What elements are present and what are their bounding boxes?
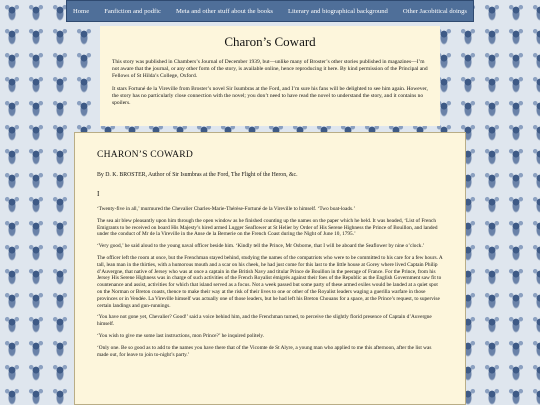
story-paragraph: ‘You have not gone yet, Chevalier? Good!’ said a voice behind him, and the Frenchman turned, to perceive the slightly florid presence of Captain d’Auvergne himself. <box>97 314 432 328</box>
nav-literary-background[interactable]: Literary and biographical background <box>288 7 388 15</box>
intro-paragraph-1: This story was published in Chambers’s Journal of December 1939, but—unlike many of Broster’s other stories published in magazines—I’m not aware that the journal, or any other form of the story, is available online, hence reproducing it here. By kind permission of the Principal and Fellows of St Hilda’s College, Oxford. <box>112 59 428 79</box>
top-navigation <box>66 0 474 22</box>
intro-paragraph-2: It stars Fortuné de la Vireville from Broster’s novel Sir Isumbras at the Ford, and I’m sure his fans will be delighted to see him again. However, the story has no particularly close connection with the novel; you don’t need to have read the novel to understand the story, and it contains no spoilers. <box>112 86 428 106</box>
nav-home[interactable]: Home <box>73 7 90 15</box>
intro-panel <box>100 26 440 126</box>
story-paragraph: The sea air blew pleasantly upon him through the open window as he finished counting up the names on the paper which he held. It was headed, ‘List of French Emigrants to be received on board His Majesty’s hired armed Lugger Seaflower at St Helier by Order of His Serene Highness the Prince of Bouillon, and landed under the conduct of Mr de la Vireville in the Anse de la Bernerie on the French Coast during the Night of June 10, 1795.’ <box>97 217 438 238</box>
story-paragraph: ‘Very good,’ he said aloud to the young naval officer beside him. ‘Kindly tell the Prince, Mr Osborne, that I will be aboard the Seaflower by nine o’clock.’ <box>97 243 425 250</box>
story-paragraph: The officer left the room at once, but the Frenchman stayed behind, studying the names of the compatriots who were to be committed to his care for a few hours. A tall, lean man in the thirties, with a humorous mouth and a scar on his cheek, he had just come for this last to the little house at Gorey where lived Captain Philip d’Auvergne, that native of Jersey who was at once a captain in the British Navy and titular Prince de Bouillon in the peerage of France. For the Prince, from his Jersey His Serene Highness was in charge of such activities of the French Royalist émigrés against their foes of the Republic as the English Government saw fit to countenance and assist, activities for which that island served as a focus. Not a week passed but some party of these armed exiles would be landed at a quiet spot on the Norman or Breton coasts, thence to make their way at the risk of their lives to one or other of the Royalist leaders waging a guerilla warfare in those provinces or in Vendée. La Vireville himself was actually one of those leaders, but he had left his Breton Chouans for a space, at the Prince’s request, to supervise certain landings and gun-runnings. <box>97 254 443 309</box>
nav-meta[interactable]: Meta and other stuff about the books <box>176 7 273 15</box>
story-paragraph: ‘Only one. Be so good as to add to the names you have there that of the Vicomte de St Alyre, a young man who applied to me this afternoon, after the list was made out, for leave to join to-night’s party.’ <box>97 344 432 358</box>
chapter-number: I <box>97 190 100 198</box>
page-title: Charon’s Coward <box>224 34 316 49</box>
story-byline: By D. K. BROSTER, Author of Sir Isumbras at the Ford, The Flight of the Heron, &c. <box>97 172 298 178</box>
story-heading: CHARON’S COWARD <box>97 149 194 160</box>
nav-fanfiction[interactable]: Fanfiction and podfic <box>104 7 161 15</box>
nav-jacobitical[interactable]: Other Jacobitical doings <box>402 7 467 15</box>
story-panel <box>74 132 466 405</box>
story-paragraph: ‘Twenty-five in all,’ murmured the Chevalier Charles-Marie-Thérèse-Fortuné de la Vireville to himself. ‘Two boat-loads.’ <box>97 206 356 212</box>
story-paragraph: ‘You wish to give me some last instructions, mon Prince?’ he inquired politely. <box>97 332 265 339</box>
